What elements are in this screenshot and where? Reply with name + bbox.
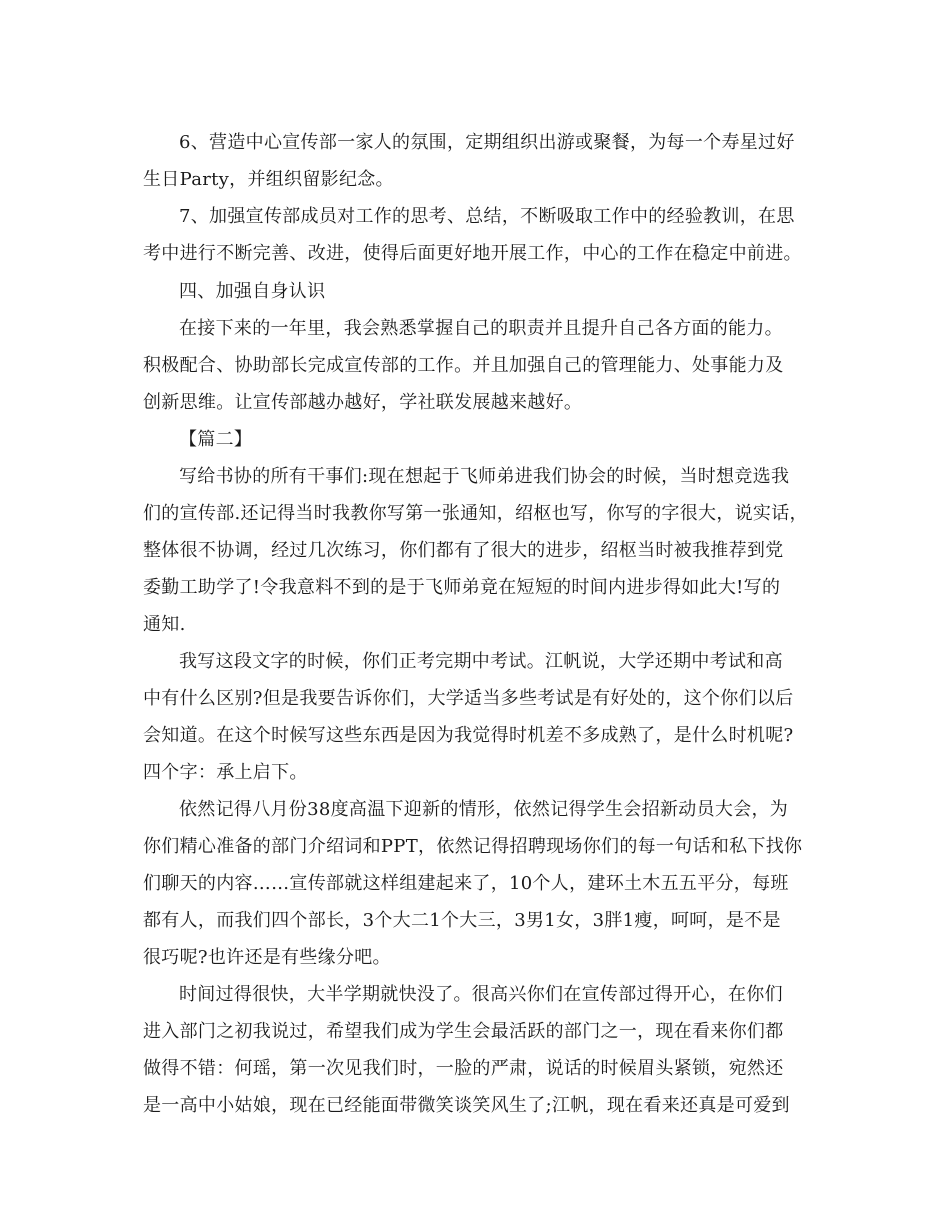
paragraph-line: 写给书协的所有干事们:现在想起于飞师弟进我们协会的时候，当时想竞选我 <box>179 466 790 487</box>
paragraph-line: 6、营造中心宣传部一家人的氛围，定期组织出游或聚餐，为每一个寿星过好 <box>179 132 795 153</box>
paragraph-line: 生日Party，并组织留影纪念。 <box>143 169 394 190</box>
paragraph-line: 委勤工助学了!令我意料不到的是于飞师弟竟在短短的时间内进步得如此大!写的 <box>143 577 781 598</box>
paragraph-line: 创新思维。让宣传部越办越好，学社联发展越来越好。 <box>143 392 583 413</box>
paragraph-line: 很巧呢?也许还是有些缘分吧。 <box>143 947 391 968</box>
chapter-heading: 【篇二】 <box>179 429 253 450</box>
paragraph-line: 时间过得很快，大半学期就快没了。很高兴你们在宣传部过得开心，在你们 <box>179 984 783 1005</box>
paragraph-line: 7、加强宣传部成员对工作的思考、总结，不断吸取工作中的经验教训，在思 <box>179 206 795 227</box>
paragraph-line: 考中进行不断完善、改进，使得后面更好地开展工作，中心的工作在稳定中前进。 <box>143 243 802 264</box>
paragraph-line: 做得不错：何瑶，第一次见我们时，一脸的严肃，说话的时候眉头紧锁，宛然还 <box>143 1058 784 1079</box>
paragraph-line: 我写这段文字的时候，你们正考完期中考试。江帆说，大学还期中考试和高 <box>179 651 783 672</box>
paragraph-line: 四个字：承上启下。 <box>143 762 308 783</box>
paragraph-line: 在接下来的一年里，我会熟悉掌握自己的职责并且提升自己各方面的能力。 <box>179 318 783 339</box>
paragraph-line: 会知道。在这个时候写这些东西是因为我觉得时机差不多成熟了，是什么时机呢? <box>143 725 794 746</box>
paragraph-line: 们聊天的内容……宣传部就这样组建起来了，10个人，建环土木五五平分，每班 <box>143 873 789 894</box>
paragraph-line: 积极配合、协助部长完成宣传部的工作。并且加强自己的管理能力、处事能力及 <box>143 355 784 376</box>
paragraph-line: 中有什么区别?但是我要告诉你们，大学适当多些考试是有好处的，这个你们以后 <box>143 688 794 709</box>
paragraph-line: 你们精心准备的部门介绍词和PPT，依然记得招聘现场你们的每一句话和私下找你 <box>143 836 803 857</box>
paragraph-line: 们的宣传部.还记得当时我教你写第一张通知，绍枢也写，你写的字很大，说实话， <box>143 503 808 524</box>
paragraph-line: 依然记得八月份38度高温下迎新的情形，依然记得学生会招新动员大会，为 <box>179 799 789 820</box>
paragraph-line: 通知. <box>143 614 186 635</box>
paragraph-line: 整体很不协调，经过几次练习，你们都有了很大的进步，绍枢当时被我推荐到党 <box>143 540 784 561</box>
paragraph-line: 进入部门之初我说过，希望我们成为学生会最活跃的部门之一，现在看来你们都 <box>143 1021 784 1042</box>
paragraph-line: 都有人，而我们四个部长，3个大二1个大三，3男1女，3胖1瘦，呵呵，是不是 <box>143 910 781 931</box>
paragraph-line: 是一高中小姑娘，现在已经能面带微笑谈笑风生了;江帆，现在看来还真是可爱到 <box>143 1095 790 1116</box>
section-heading: 四、加强自身认识 <box>179 281 326 302</box>
